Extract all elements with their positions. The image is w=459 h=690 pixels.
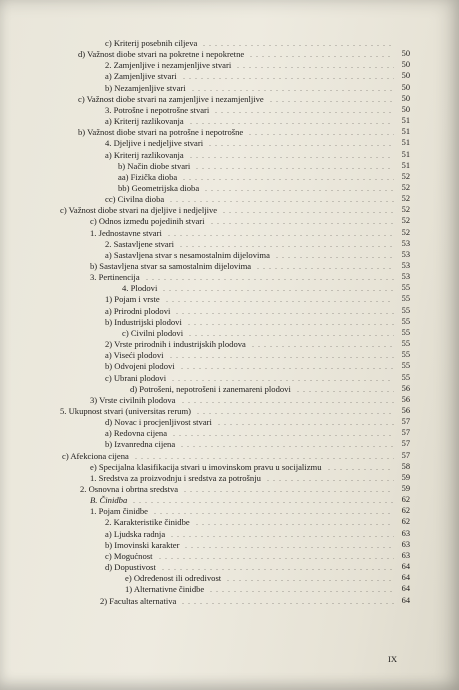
toc-entry	[105, 116, 410, 126]
toc-entry-page: 53	[401, 261, 410, 270]
toc-entry-page: 55	[401, 294, 410, 304]
toc-entry	[105, 350, 410, 360]
toc-entry-title: c) Ubrani plodovi	[105, 372, 167, 383]
toc-entry	[125, 573, 410, 583]
toc-entry-page: 57	[401, 417, 410, 427]
leader-dots	[195, 413, 394, 414]
leader-dots	[186, 324, 394, 325]
toc-entry-title: c) Odnos između pojedinih stvari	[90, 216, 205, 227]
toc-entry-page: 53	[401, 238, 410, 248]
toc-entry-page: 50	[401, 71, 410, 81]
toc-entry-page: 57	[401, 450, 410, 460]
leader-dots	[144, 279, 394, 280]
toc-entry	[105, 417, 410, 427]
toc-entry	[105, 306, 410, 316]
toc-entry-page: 53	[401, 249, 410, 259]
toc-entry-page: 55	[401, 327, 410, 337]
toc-entry-page: 56	[401, 405, 410, 415]
toc-entry-page: 55	[401, 283, 410, 293]
toc-entry-page: 64	[401, 562, 410, 572]
leader-dots	[208, 591, 394, 592]
leader-dots	[133, 458, 394, 459]
toc-entry-page: 59	[401, 484, 410, 493]
toc-entry-title: c) Mogućnost	[105, 550, 153, 561]
toc-entry	[105, 339, 410, 349]
toc-entry	[118, 183, 410, 193]
toc-entry-title: B. Činidba	[90, 495, 128, 506]
leader-dots	[235, 67, 394, 68]
toc-entry-title: 4. Plodovi	[122, 283, 158, 294]
toc-entry-page: 57	[401, 428, 410, 438]
toc-entry	[78, 127, 410, 137]
leader-dots	[221, 212, 394, 213]
leader-dots	[157, 558, 394, 559]
leader-dots	[181, 78, 394, 79]
leader-dots	[169, 536, 394, 537]
toc-entry	[105, 373, 410, 383]
toc-entry	[62, 451, 410, 461]
toc-entry-page: 50	[401, 104, 410, 114]
toc-entry	[80, 484, 410, 494]
toc-entry-title: aa) Fizička dioba	[118, 171, 178, 182]
leader-dots	[188, 123, 394, 124]
leader-dots	[168, 357, 394, 358]
leader-dots	[161, 290, 394, 291]
toc-entry-page: 64	[401, 584, 410, 594]
toc-entry-title: 1. Pojam činidbe	[90, 506, 148, 517]
toc-entry	[105, 562, 410, 572]
toc-entry	[105, 294, 410, 304]
toc-entry	[118, 161, 410, 171]
leader-dots	[201, 45, 394, 46]
toc-entry-title: 1) Alternativne činidbe	[125, 584, 205, 595]
toc-entry	[118, 172, 410, 182]
toc-entry	[105, 83, 410, 93]
leader-dots	[187, 335, 394, 336]
leader-dots	[174, 313, 394, 314]
toc-entry-title: b) Izvanredna cijena	[105, 439, 176, 450]
toc-entry	[90, 272, 410, 282]
toc-entry	[105, 60, 410, 70]
toc-entry-page: 52	[401, 194, 410, 204]
toc-entry-title: d) Potrošeni, nepotrošeni i zanemareni plodovi	[130, 383, 291, 394]
toc-entry	[130, 384, 410, 394]
toc-entry-page: 51	[401, 116, 410, 126]
toc-entry-title: c) Civilni plodovi	[122, 327, 184, 338]
leader-dots	[178, 246, 394, 247]
leader-dots	[168, 201, 394, 202]
leader-dots	[131, 502, 394, 503]
toc-entry-title: b) Odvojeni plodovi	[105, 361, 175, 372]
toc-entry	[105, 150, 410, 160]
leader-dots	[265, 480, 394, 481]
leader-dots	[171, 435, 394, 436]
leader-dots	[213, 112, 394, 113]
leader-dots	[225, 580, 394, 581]
toc-entry-title: 4. Djeljive i nedjeljive stvari	[105, 138, 204, 149]
toc-entry-page: 57	[401, 439, 410, 449]
toc-entry	[105, 239, 410, 249]
toc-entry-page: 50	[401, 93, 410, 103]
leader-dots	[209, 223, 394, 224]
toc-entry	[78, 94, 410, 104]
leader-dots	[183, 547, 394, 548]
toc-entry	[90, 473, 410, 483]
leader-dots	[179, 446, 394, 447]
leader-dots	[295, 391, 394, 392]
leader-dots	[188, 157, 394, 158]
toc-entry	[105, 551, 410, 561]
leader-dots	[180, 603, 394, 604]
toc-entry-title: bb) Geometrijska dioba	[118, 182, 200, 193]
toc-entry-title: 3. Potrošne i nepotrošne stvari	[105, 104, 210, 115]
toc-entry	[90, 216, 410, 226]
toc-entry	[105, 194, 410, 204]
toc-entry	[122, 328, 410, 338]
toc-entry	[105, 105, 410, 115]
toc-entry-page: 50	[401, 60, 410, 70]
toc-entry-title: 2) Vrste prirodnih i industrijskih plodova	[105, 339, 246, 350]
toc-entry-title: 2. Sastavljene stvari	[105, 238, 174, 249]
toc-entry-title: a) Prirodni plodovi	[105, 305, 171, 316]
leader-dots	[179, 368, 394, 369]
toc-entry	[105, 361, 410, 371]
toc-entry-title: b) Industrijski plodovi	[105, 316, 182, 327]
leader-dots	[181, 179, 394, 180]
toc-entry-title: a) Viseći plodovi	[105, 350, 164, 361]
leader-dots	[255, 268, 394, 269]
leader-dots	[203, 190, 394, 191]
toc-entry-title: 1) Pojam i vrste	[105, 294, 160, 305]
toc-entry-title: e) Specijalna klasifikacija stvari u imovinskom pravu u socijalizmu	[90, 461, 322, 472]
toc-entry-title: b) Imovinski karakter	[105, 539, 180, 550]
toc-entry	[105, 138, 410, 148]
toc-entry-page: 62	[401, 506, 410, 516]
toc-entry-page: 51	[401, 160, 410, 170]
toc-entry-title: cc) Civilna dioba	[105, 194, 165, 205]
toc-entry-title: a) Ljudska radnja	[105, 528, 166, 539]
leader-dots	[216, 424, 394, 425]
leader-dots	[207, 145, 394, 146]
toc-entry-title: b) Nezamjenljive stvari	[105, 82, 186, 93]
toc-entry-page: 63	[401, 550, 410, 560]
toc-entry-page: 59	[401, 472, 410, 482]
leader-dots	[170, 380, 394, 381]
toc-entry-page: 55	[401, 361, 410, 371]
leader-dots	[248, 56, 394, 57]
toc-entry	[90, 462, 410, 472]
toc-entry-page: 56	[401, 394, 410, 404]
toc-entry-page: 50	[401, 49, 410, 59]
toc-entry-title: c) Kriterij posebnih ciljeva	[105, 38, 198, 48]
toc-entry	[90, 506, 410, 516]
toc-entry	[105, 71, 410, 81]
toc-entry-title: c) Važnost diobe stvari na zamjenljive i nezamjenljive	[78, 93, 264, 104]
toc-entry-title: 2. Karakteristike činidbe	[105, 517, 190, 528]
toc-entry-title: d) Dopustivost	[105, 562, 156, 573]
toc-entry-page: 55	[401, 316, 410, 326]
toc-entry	[90, 228, 410, 238]
toc-entry-page: 55	[401, 350, 410, 360]
leader-dots	[194, 524, 394, 525]
toc-entry-page: 52	[401, 182, 410, 192]
toc-entry-page: 51	[401, 127, 410, 137]
leader-dots	[152, 513, 394, 514]
toc-entry	[105, 540, 410, 550]
toc-entry-page: 55	[401, 372, 410, 382]
toc-entry-page: 52	[401, 227, 410, 237]
leader-dots	[160, 569, 394, 570]
toc-entry-title: 2. Zamjenljive i nezamjenljive stvari	[105, 60, 232, 71]
toc-entry-page: 64	[401, 595, 410, 605]
leader-dots	[180, 402, 394, 403]
toc-entry-title: d) Važnost diobe stvari na pokretne i nepokretne	[78, 49, 245, 60]
toc-entry-title: 1. Jednostavne stvari	[90, 227, 162, 238]
toc-entry-title: 2) Facultas alternativa	[100, 595, 177, 606]
toc-entry-title: 3. Pertinencija	[90, 272, 140, 283]
toc-entry-title: 3) Vrste civilnih plodova	[90, 394, 176, 405]
toc-entry	[105, 428, 410, 438]
toc-entry-title: 5. Ukupnost stvari (universitas rerum)	[60, 405, 192, 416]
page-number-footer: IX	[388, 654, 398, 664]
toc-entry-page: 63	[401, 528, 410, 538]
toc-entry-title: b) Sastavljena stvar sa samostalnim dijelovima	[90, 261, 252, 271]
toc-entry	[125, 584, 410, 594]
leader-dots	[268, 101, 394, 102]
toc-entry-page: 56	[401, 383, 410, 393]
toc-entry-title: 2. Osnovna i obrtna sredstva	[80, 484, 179, 494]
toc-entry-title: c) Važnost diobe stvari na djeljive i nedjeljive	[60, 205, 218, 216]
toc-entry-page: 63	[401, 539, 410, 549]
toc-entry	[105, 38, 410, 48]
leader-dots	[166, 235, 394, 236]
toc-entry	[105, 439, 410, 449]
toc-entry-page: 51	[401, 138, 410, 148]
toc-entry	[105, 529, 410, 539]
toc-entry-title: b) Način diobe stvari	[118, 160, 191, 171]
toc-entry	[90, 261, 410, 271]
toc-entry-title: b) Važnost diobe stvari na potrošne i nepotrošne	[78, 127, 244, 138]
toc-entry-page: 62	[401, 517, 410, 527]
toc-entry-page: 64	[401, 573, 410, 583]
leader-dots	[164, 301, 394, 302]
toc-entry-title: a) Kriterij razlikovanja	[105, 149, 184, 160]
leader-dots	[274, 257, 394, 258]
toc-entry-title: c) Afekciona cijena	[62, 450, 129, 461]
toc-entry	[100, 596, 410, 606]
toc-entry-title: a) Redovna cijena	[105, 428, 168, 439]
toc-entry-page: 52	[401, 205, 410, 215]
leader-dots	[190, 90, 394, 91]
toc-entry	[90, 495, 410, 505]
toc-entry-page: 55	[401, 305, 410, 315]
leader-dots	[247, 134, 394, 135]
leader-dots	[250, 346, 394, 347]
toc-entry	[60, 406, 410, 416]
toc-entry	[105, 250, 410, 260]
toc-entry-page: 52	[401, 216, 410, 226]
toc-entry-page: 55	[401, 339, 410, 349]
toc-entry-title: e) Određenost ili odredivost	[125, 573, 222, 584]
toc-entry-page: 50	[401, 82, 410, 92]
toc-entry-page: 58	[401, 461, 410, 471]
toc-entry	[78, 49, 410, 59]
toc-entry	[122, 283, 410, 293]
toc-entry-title: 1. Sredstva za proizvodnju i sredstva za potrošnju	[90, 472, 261, 483]
toc-entry-page: 53	[401, 272, 410, 282]
toc-entry	[105, 317, 410, 327]
toc-entry	[60, 205, 410, 215]
leader-dots	[182, 491, 394, 492]
toc-entry-title: a) Sastavljena stvar s nesamostalnim dijelovima	[105, 249, 270, 260]
toc-entry-page: 62	[401, 495, 410, 505]
toc-entry-title: d) Novac i procjenljivost stvari	[105, 417, 212, 428]
toc-entry-title: a) Zamjenljive stvari	[105, 71, 177, 82]
toc-entry	[105, 517, 410, 527]
toc-entry-title: a) Kriterij razlikovanja	[105, 116, 184, 127]
leader-dots	[326, 469, 394, 470]
toc-entry	[90, 395, 410, 405]
toc-entry-page: 52	[401, 171, 410, 181]
toc-entry-page: 51	[401, 149, 410, 159]
leader-dots	[194, 168, 394, 169]
